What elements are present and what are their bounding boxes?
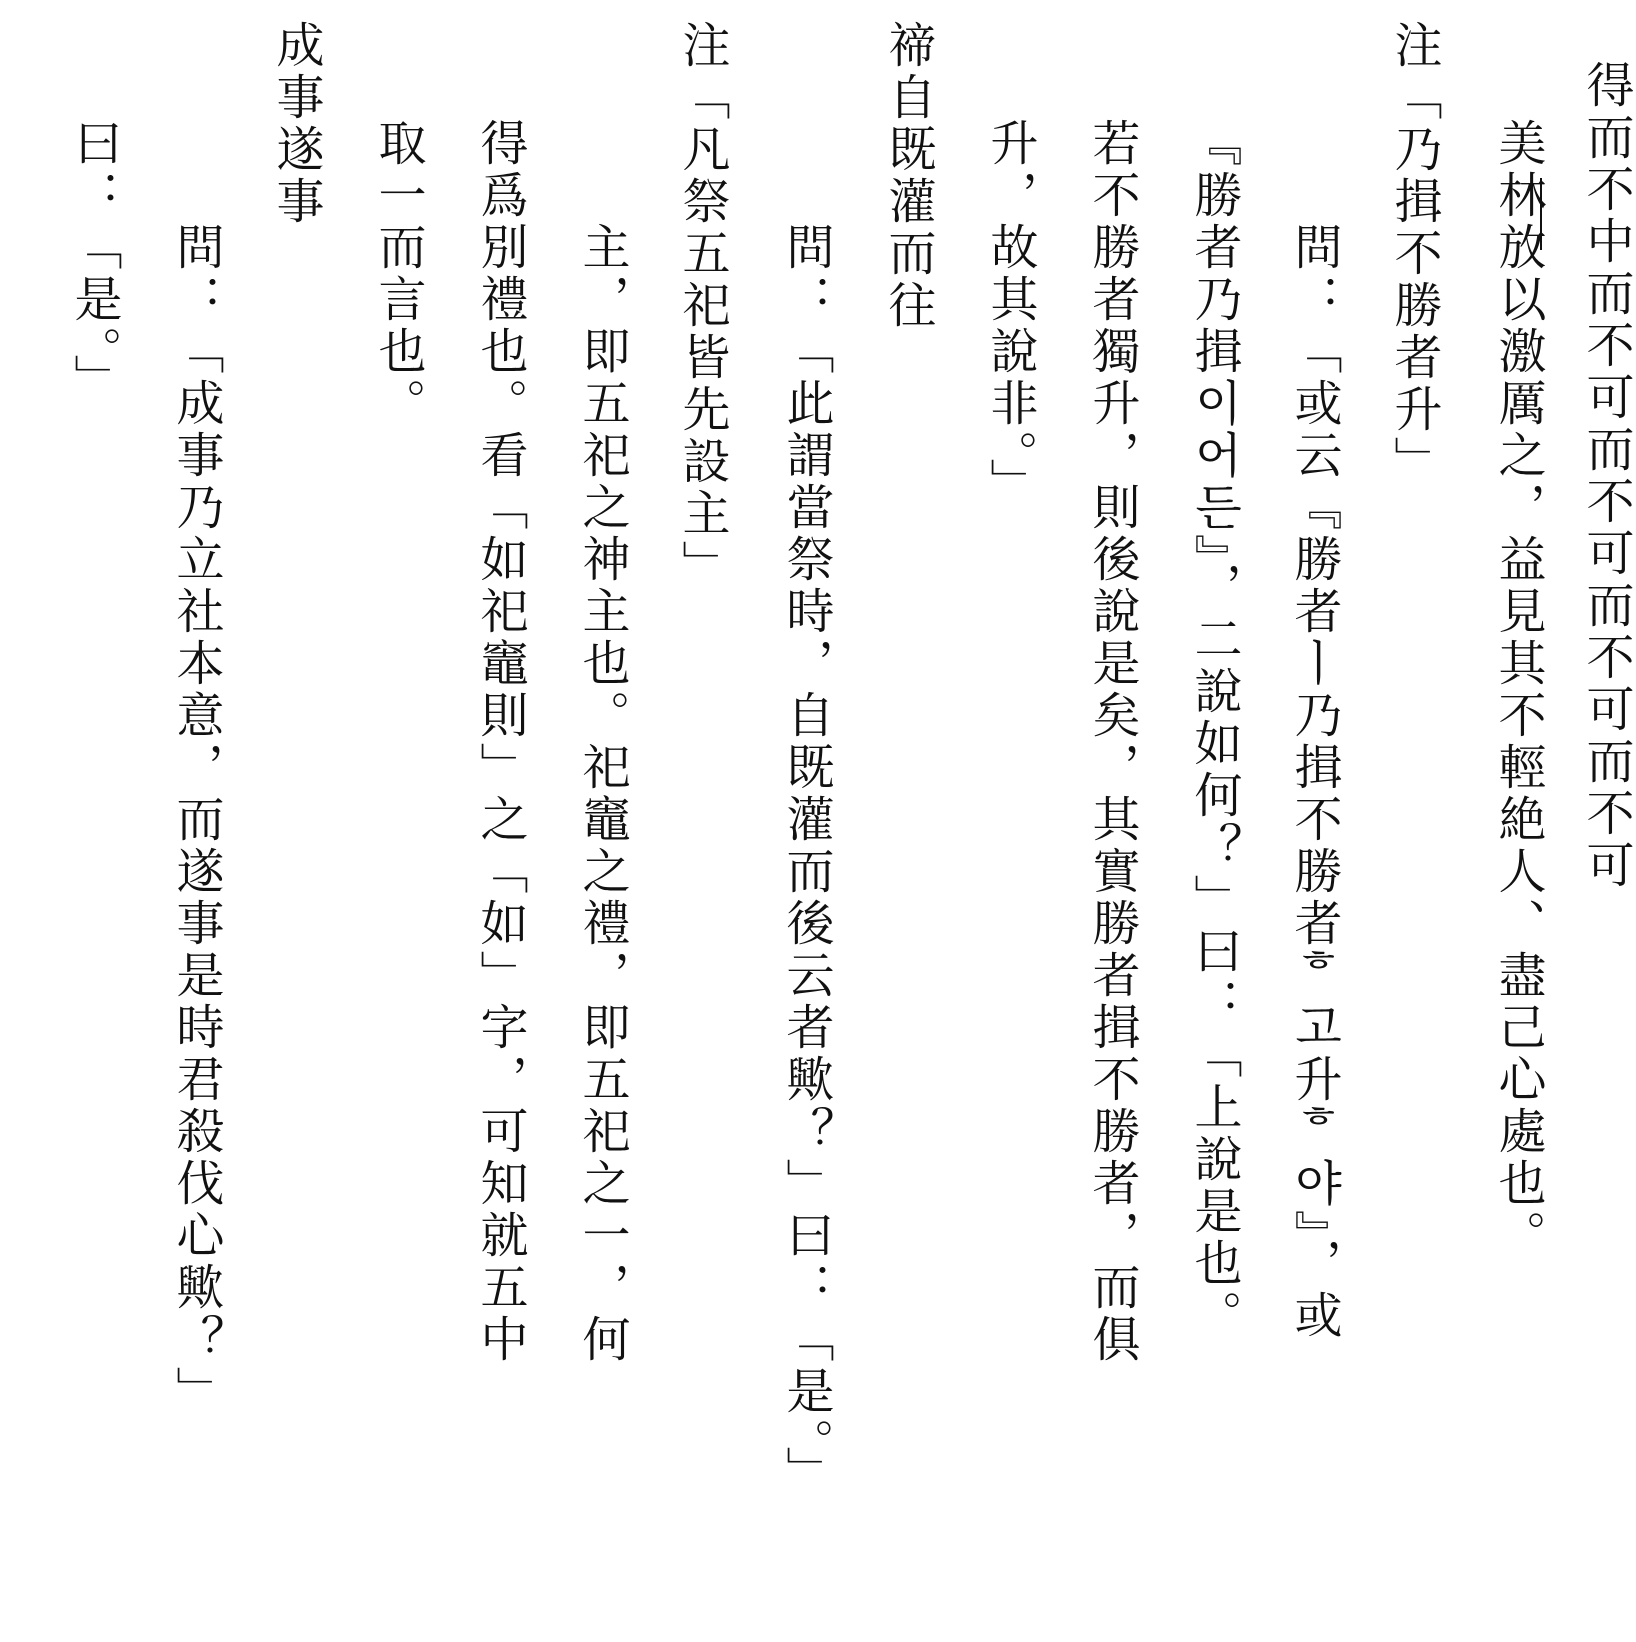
section-heading-1: 禘自既灌而往 bbox=[880, 20, 936, 332]
cut-off-column-text: 得而不中而不可而不可而不可而不可 bbox=[1578, 60, 1634, 892]
text-column-6: 升，故其說非。」 bbox=[982, 118, 1038, 510]
text-column-11: 得爲別禮也。看「如祀竈則」之「如」字，可知就五中 bbox=[472, 118, 528, 1366]
text-column-4: 『勝者乃揖이어든』，二說如何？」曰：「上說是也。 bbox=[1186, 118, 1242, 1342]
text-column-10: 主，即五祀之神主也。祀竈之禮，即五祀之一，何 bbox=[574, 222, 630, 1366]
annotation-heading-1: 注「乃揖不勝者升」 bbox=[1386, 20, 1442, 488]
text-column-1: 美林放以激厲之，益見其不輕絶人、盡己心處也。 bbox=[1490, 118, 1546, 1262]
text-column-5: 若不勝者獨升，則後說是矣，其實勝者揖不勝者，而俱 bbox=[1084, 118, 1140, 1366]
cut-off-column-strip bbox=[1578, 0, 1634, 1431]
text-column-12: 取一而言也。 bbox=[370, 118, 426, 430]
text-column-15: 曰：「是。」 bbox=[66, 118, 122, 406]
section-heading-2: 成事遂事 bbox=[268, 20, 324, 228]
text-column-14: 問：「成事乃立社本意，而遂事是時君殺伐心歟？」 bbox=[168, 222, 224, 1418]
text-column-8: 問：「此謂當祭時，自既灌而後云者歟？」曰：「是。」 bbox=[778, 222, 834, 1498]
annotation-heading-2: 注「凡祭五祀皆先設主」 bbox=[674, 20, 730, 592]
text-column-3: 問：「或云『勝者ㅣ乃揖不勝者ᄒ고升ᄒ야』，或 bbox=[1286, 222, 1342, 1342]
